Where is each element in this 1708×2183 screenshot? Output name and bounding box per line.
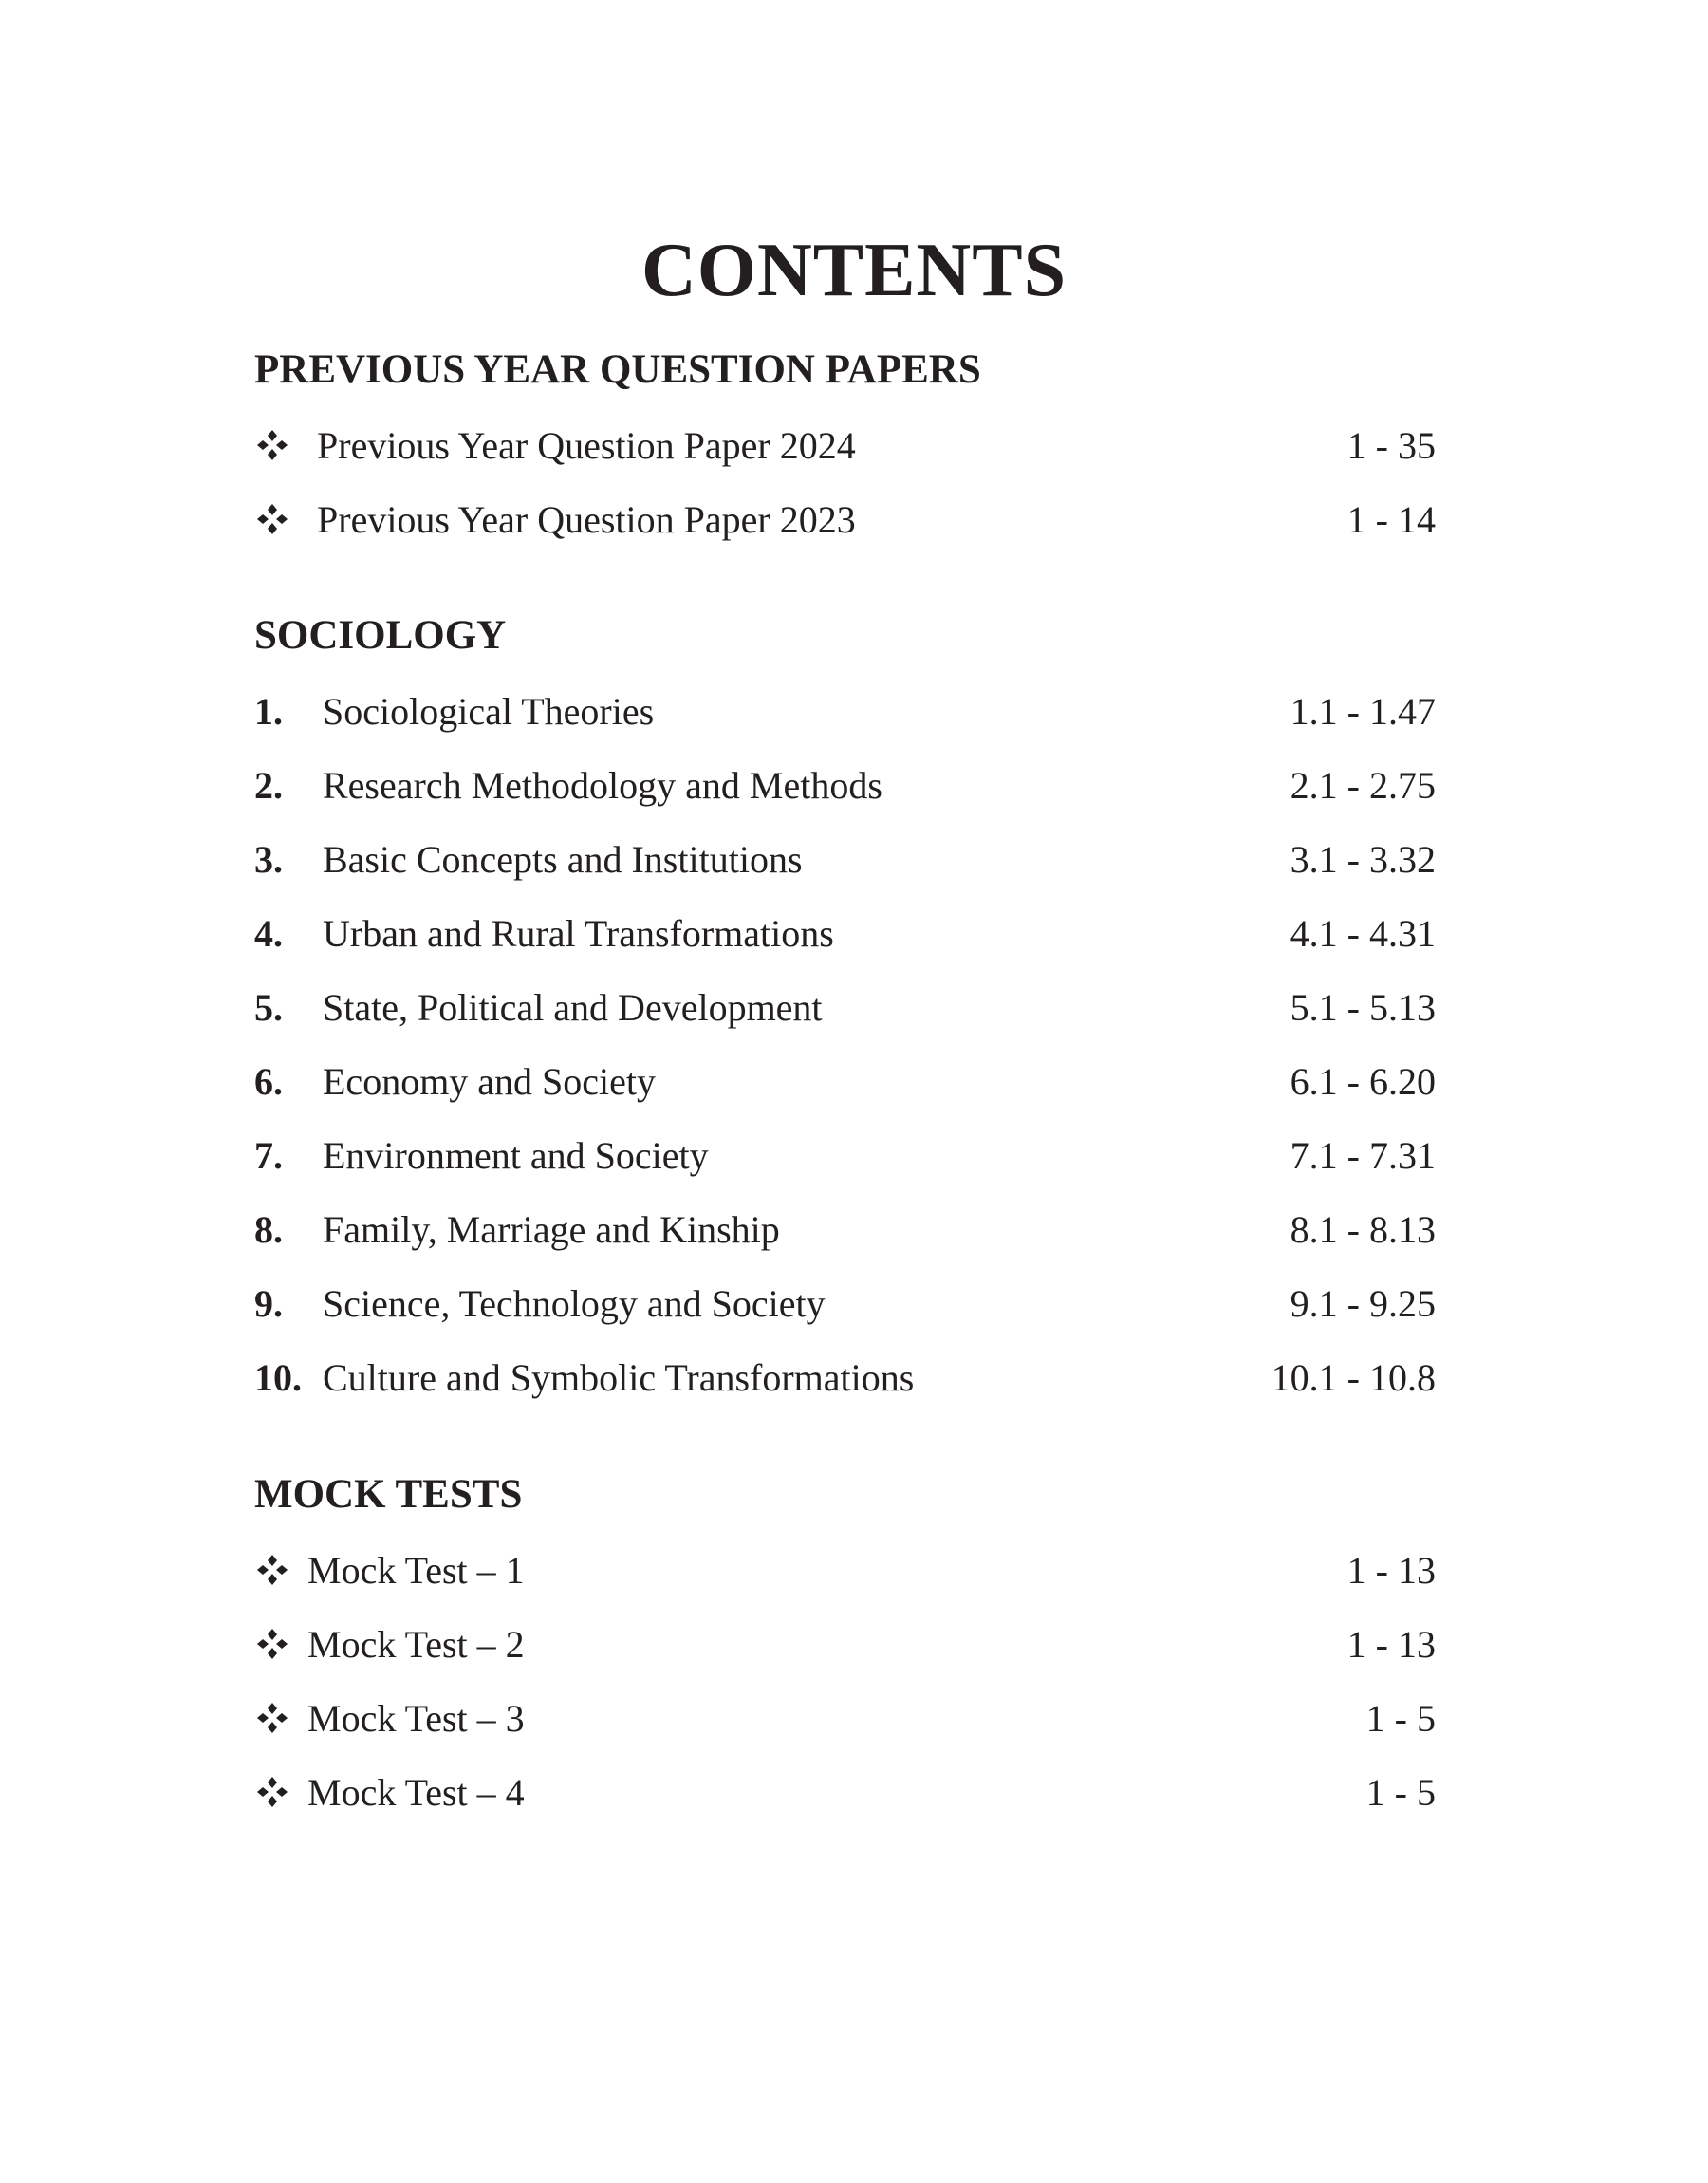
toc-entry[interactable] (254, 492, 1436, 566)
entry-title: Environment and Society (323, 1134, 709, 1177)
entry-page-range: 5.1 - 5.13 (1290, 986, 1436, 1029)
entry-number: 3. (254, 838, 283, 881)
section-previous-year-papers (254, 342, 1436, 566)
entry-page-range: 1 - 13 (1346, 1623, 1436, 1666)
entry-number: 5. (254, 986, 283, 1029)
entry-number: 10. (254, 1356, 302, 1399)
entry-number: 8. (254, 1208, 283, 1251)
toc-entry[interactable] (254, 683, 1436, 757)
toc-entry[interactable] (254, 418, 1436, 492)
entry-number: 6. (254, 1060, 283, 1103)
entry-title: Culture and Symbolic Transformations (323, 1356, 915, 1399)
section-mock-tests (254, 1466, 1436, 1838)
section-heading: MOCK TESTS (254, 1472, 523, 1517)
entry-title: Previous Year Question Paper 2024 (317, 424, 856, 467)
entry-page-range: 8.1 - 8.13 (1290, 1208, 1436, 1251)
entry-title: Previous Year Question Paper 2023 (317, 498, 856, 541)
entry-page-range: 1 - 5 (1365, 1697, 1436, 1740)
toc-entry[interactable] (254, 1054, 1436, 1128)
entry-title: Science, Technology and Society (323, 1282, 826, 1325)
entry-title: Mock Test – 4 (307, 1771, 525, 1814)
entry-title: Sociological Theories (323, 690, 655, 733)
page-title: CONTENTS (640, 229, 1068, 312)
entry-number: 2. (254, 764, 283, 807)
entry-number: 9. (254, 1282, 283, 1325)
entry-page-range: 1 - 13 (1346, 1549, 1436, 1592)
four-diamond-bullet-icon (256, 418, 294, 475)
section-sociology (254, 607, 1436, 1424)
entry-title: State, Political and Development (323, 986, 823, 1029)
entry-title: Mock Test – 1 (307, 1549, 525, 1592)
entry-title: Economy and Society (323, 1060, 657, 1103)
entry-page-range: 3.1 - 3.32 (1290, 838, 1436, 881)
four-diamond-bullet-icon (256, 1764, 294, 1821)
toc-entry[interactable] (254, 1542, 1436, 1616)
entry-number: 7. (254, 1134, 283, 1177)
entry-page-range: 1 - 5 (1365, 1771, 1436, 1814)
entry-page-range: 1 - 14 (1346, 498, 1436, 541)
toc-entry[interactable] (254, 1616, 1436, 1690)
entry-title: Mock Test – 2 (307, 1623, 525, 1666)
entry-title: Mock Test – 3 (307, 1697, 525, 1740)
toc-entry[interactable] (254, 1690, 1436, 1764)
entry-page-range: 9.1 - 9.25 (1290, 1282, 1436, 1325)
entry-page-range: 7.1 - 7.31 (1290, 1134, 1436, 1177)
toc-entry[interactable] (254, 757, 1436, 831)
four-diamond-bullet-icon (256, 1616, 294, 1673)
toc-entry[interactable] (254, 905, 1436, 980)
entry-number: 4. (254, 912, 283, 955)
entry-page-range: 1 - 35 (1346, 424, 1436, 467)
section-heading: PREVIOUS YEAR QUESTION PAPERS (254, 347, 981, 392)
four-diamond-bullet-icon (256, 1542, 294, 1599)
entry-page-range: 6.1 - 6.20 (1290, 1060, 1436, 1103)
toc-entry[interactable] (254, 1764, 1436, 1838)
entry-title: Family, Marriage and Kinship (323, 1208, 780, 1251)
toc-entry[interactable] (254, 980, 1436, 1054)
toc-entry[interactable] (254, 831, 1436, 905)
section-heading: SOCIOLOGY (254, 613, 507, 658)
toc-entry[interactable] (254, 1350, 1436, 1424)
four-diamond-bullet-icon (256, 1690, 294, 1747)
toc-entry[interactable] (254, 1202, 1436, 1276)
entry-title: Urban and Rural Transformations (323, 912, 834, 955)
toc-entry[interactable] (254, 1128, 1436, 1202)
entry-title: Research Methodology and Methods (323, 764, 882, 807)
toc-entry[interactable] (254, 1276, 1436, 1350)
entry-page-range: 10.1 - 10.8 (1271, 1356, 1436, 1399)
entry-title: Basic Concepts and Institutions (323, 838, 803, 881)
entry-page-range: 1.1 - 1.47 (1290, 690, 1436, 733)
entry-page-range: 2.1 - 2.75 (1290, 764, 1436, 807)
four-diamond-bullet-icon (256, 492, 294, 549)
entry-number: 1. (254, 690, 283, 733)
entry-page-range: 4.1 - 4.31 (1290, 912, 1436, 955)
